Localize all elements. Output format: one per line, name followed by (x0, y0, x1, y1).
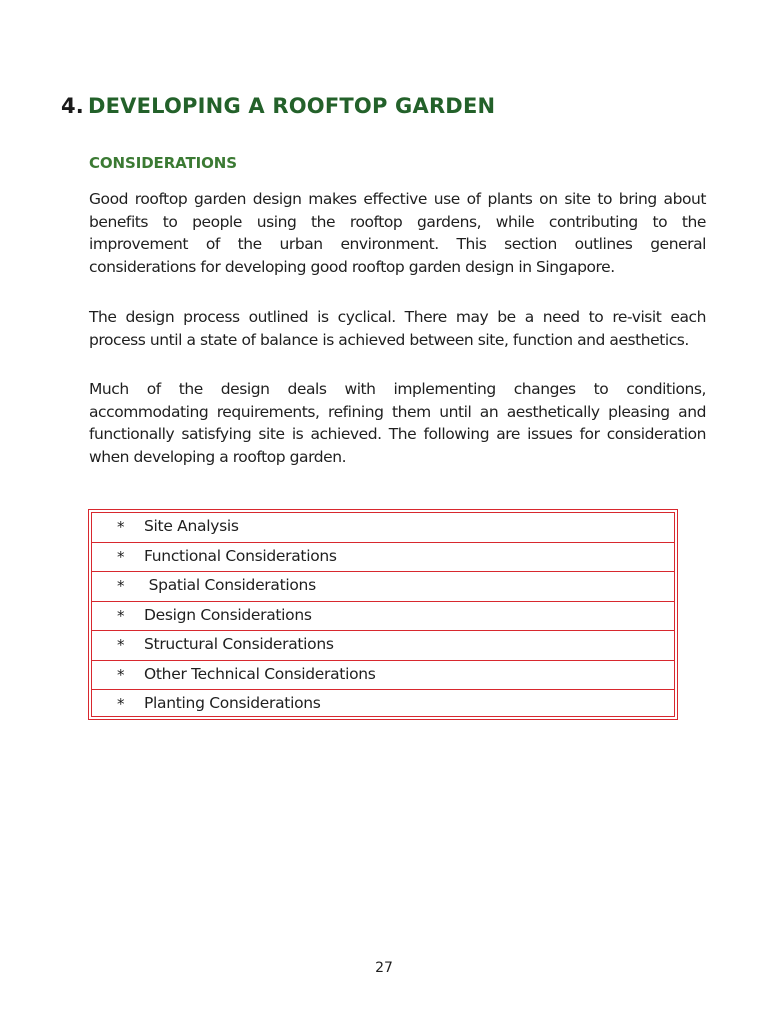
considerations-table-inner (91, 512, 675, 717)
consideration-label: Site Analysis (144, 517, 239, 535)
consideration-label: Spatial Considerations (144, 576, 316, 595)
considerations-row-planting (92, 690, 674, 720)
consideration-label: Structural Considerations (144, 635, 334, 654)
bullet-marker: * (117, 547, 125, 566)
considerations-table (88, 509, 678, 720)
section-heading (61, 92, 495, 120)
consideration-label: Functional Considerations (144, 546, 337, 565)
page-number: 27 (375, 960, 393, 976)
bullet-marker: * (117, 577, 125, 596)
consideration-label: Other Technical Considerations (144, 664, 376, 683)
considerations-row-structural (92, 631, 674, 661)
intro-paragraph: Good rooftop garden design makes effective use of plants on site to bring about benefits to people using the rooftop gardens, while contributing to the improvement of the urban environment. This section outlines general considerations for developing good rooftop garden design in Singapore. (89, 190, 706, 276)
consideration-label: Planting Considerations (144, 694, 321, 713)
bullet-marker: * (117, 695, 125, 714)
considerations-row-other-technical (92, 661, 674, 691)
considerations-row-functional (92, 543, 674, 573)
considerations-subheading: CONSIDERATIONS (89, 154, 237, 172)
design-process-paragraph: The design process outlined is cyclical. There may be a need to re-visit each process until a state of balance is achieved between site, function and aesthetics. (89, 308, 706, 349)
bullet-marker: * (117, 518, 125, 536)
issues-paragraph: Much of the design deals with implementing changes to conditions, accommodating requirements, refining them until an aesthetically pleasing and functionally satisfying site is achieved. The following are issues for consideration when developing a rooftop garden. (89, 380, 706, 466)
bullet-marker: * (117, 636, 125, 655)
considerations-row-spatial (92, 572, 674, 602)
consideration-label: Design Considerations (144, 605, 312, 624)
bullet-marker: * (117, 665, 125, 684)
considerations-row-site-analysis (92, 513, 674, 543)
section-title: DEVELOPING A ROOFTOP GARDEN (88, 94, 496, 118)
bullet-marker: * (117, 606, 125, 625)
considerations-row-design (92, 602, 674, 632)
section-number: 4. (61, 94, 84, 118)
